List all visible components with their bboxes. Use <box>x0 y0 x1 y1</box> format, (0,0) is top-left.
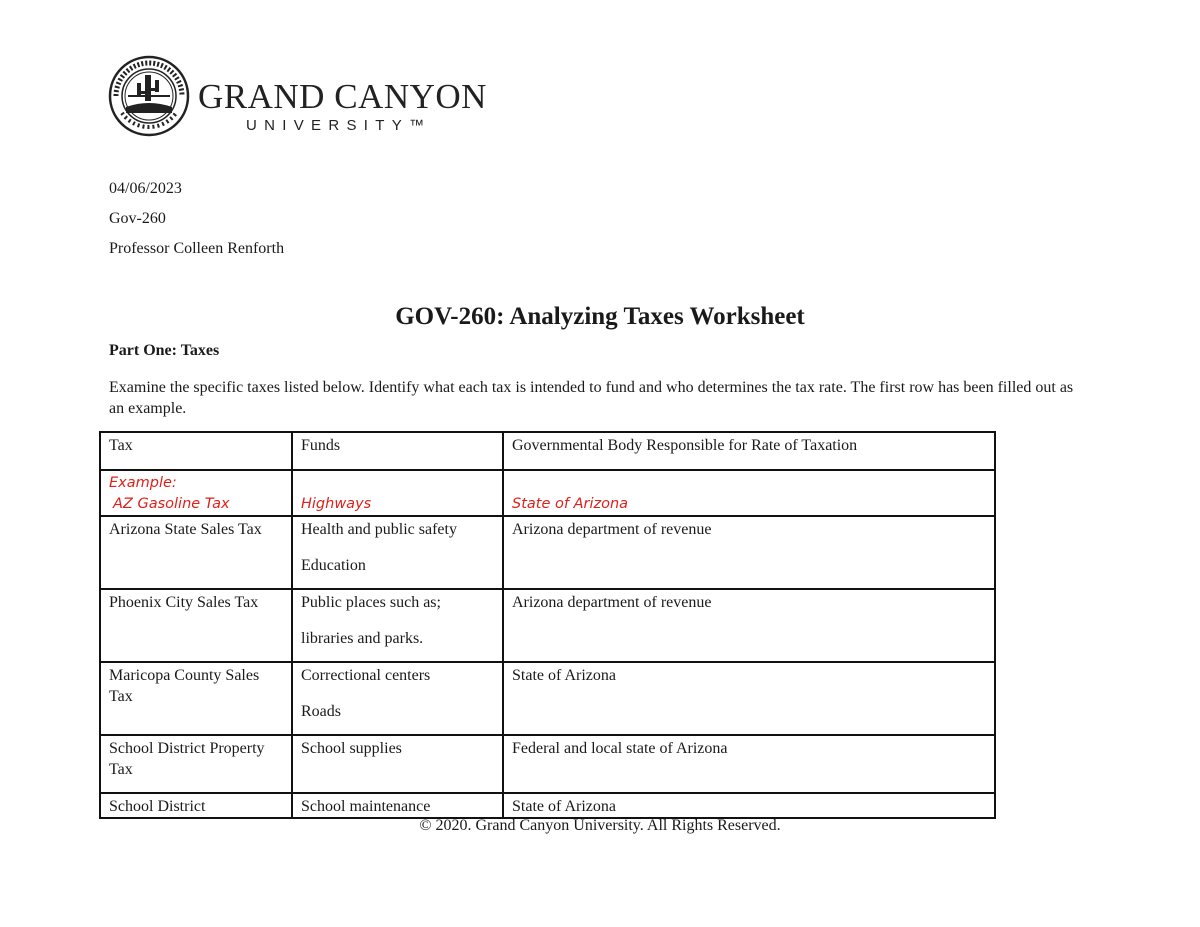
tax-cell[interactable]: Phoenix City Sales Tax <box>100 589 292 662</box>
header-cell: Governmental Body Responsible for Rate of Taxation <box>503 432 995 470</box>
example-funds-cell <box>292 470 503 516</box>
course: Gov-260 <box>109 210 166 227</box>
funds-item: School supplies <box>301 740 402 757</box>
funds-cell[interactable] <box>292 589 503 662</box>
university-seal-icon <box>108 55 190 137</box>
example-funds: Highways <box>301 496 372 512</box>
example-body-cell <box>503 470 995 516</box>
professor: Professor Colleen Renforth <box>109 240 285 257</box>
funds-item: Public places such as; <box>301 594 441 611</box>
governing-body-cell[interactable]: Arizona department of revenue <box>503 589 995 662</box>
funds-cell[interactable] <box>292 516 503 589</box>
funds-item: School maintenance <box>301 798 431 815</box>
table-row[interactable] <box>100 735 995 793</box>
funds-item: Education <box>301 557 366 574</box>
example-label: Example: <box>109 475 177 491</box>
table-row-example <box>100 470 995 516</box>
table-header-row <box>100 432 995 470</box>
tax-cell[interactable]: School District <box>100 793 292 818</box>
example-tax: AZ Gasoline Tax <box>113 496 230 512</box>
funds-cell[interactable] <box>292 735 503 793</box>
table-row[interactable] <box>100 662 995 735</box>
date: 04/06/2023 <box>109 180 182 197</box>
tax-cell[interactable]: Maricopa County Sales Tax <box>100 662 292 735</box>
table-row[interactable] <box>100 793 995 818</box>
copyright-footer: © 2020. Grand Canyon University. All Rights Reserved. <box>419 817 781 834</box>
header-cell: Funds <box>292 432 503 470</box>
governing-body-cell[interactable]: State of Arizona <box>503 793 995 818</box>
governing-body-cell[interactable]: State of Arizona <box>503 662 995 735</box>
example-body: State of Arizona <box>512 496 629 512</box>
governing-body-cell[interactable]: Federal and local state of Arizona <box>503 735 995 793</box>
instructions: Examine the specific taxes listed below. Identify what each tax is intended to fund and who determines the tax rate. The first row has been filled out as an example. <box>109 379 1074 417</box>
example-tax-cell <box>100 470 292 516</box>
logo-wordmark: GRAND CANYON <box>198 77 487 116</box>
tax-cell[interactable]: Arizona State Sales Tax <box>100 516 292 589</box>
page-title: GOV-260: Analyzing Taxes Worksheet <box>395 303 805 330</box>
logo-subtitle: UNIVERSITY™ <box>246 117 432 134</box>
funds-item: libraries and parks. <box>301 630 424 647</box>
section-heading: Part One: Taxes <box>109 342 220 359</box>
funds-item: Correctional centers <box>301 667 431 684</box>
table-row[interactable] <box>100 589 995 662</box>
funds-item: Health and public safety <box>301 521 457 538</box>
header-cell: Tax <box>100 432 292 470</box>
tax-cell[interactable]: School District Property Tax <box>100 735 292 793</box>
funds-cell[interactable] <box>292 793 503 818</box>
funds-cell[interactable] <box>292 662 503 735</box>
funds-item: Roads <box>301 703 341 720</box>
governing-body-cell[interactable]: Arizona department of revenue <box>503 516 995 589</box>
table-row[interactable] <box>100 516 995 589</box>
taxes-table <box>99 431 996 819</box>
gcu-logo <box>108 55 487 137</box>
